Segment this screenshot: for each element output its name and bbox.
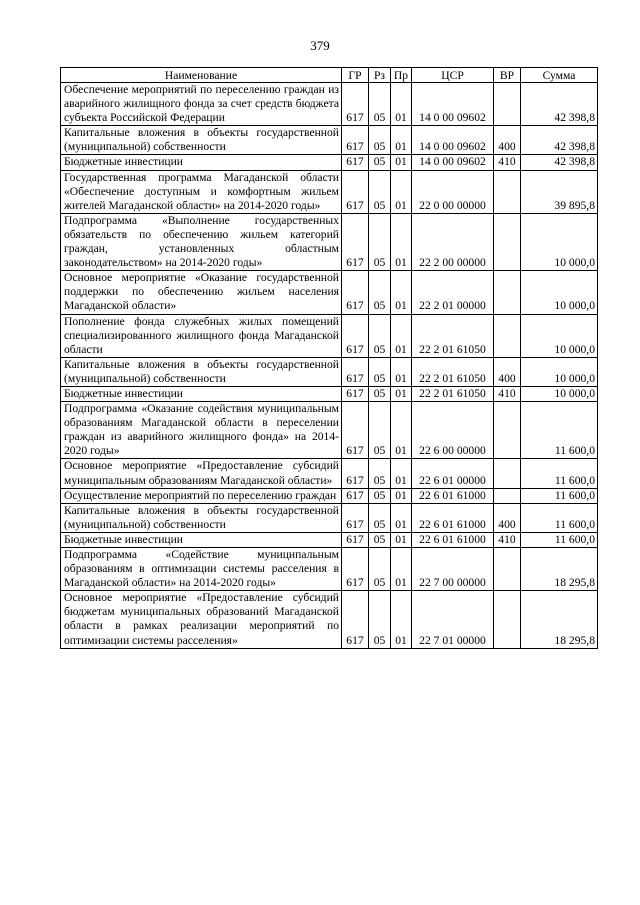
cell-vr xyxy=(494,488,521,503)
header-pr: Пр xyxy=(391,68,412,83)
cell-rz: 05 xyxy=(369,170,391,213)
cell-gr: 617 xyxy=(342,170,369,213)
cell-rz: 05 xyxy=(369,591,391,648)
header-gr: ГР xyxy=(342,68,369,83)
cell-gr: 617 xyxy=(342,488,369,503)
cell-name: Пополнение фонда служебных жилых помещений специализированного жилищного фонда Магаданской области xyxy=(61,314,342,357)
cell-gr: 617 xyxy=(342,591,369,648)
cell-rz: 05 xyxy=(369,314,391,357)
cell-name: Обеспечение мероприятий по переселению граждан из аварийного жилищного фонда за счет средств бюджета субъекта Российской Федерации xyxy=(61,83,342,126)
cell-vr: 410 xyxy=(494,386,521,401)
table-row xyxy=(61,170,598,213)
cell-vr xyxy=(494,548,521,591)
page-number: 379 xyxy=(310,38,330,53)
table-header-row xyxy=(61,68,598,83)
table-row xyxy=(61,591,598,648)
cell-gr: 617 xyxy=(342,213,369,270)
cell-rz: 05 xyxy=(369,532,391,547)
cell-sum: 18 295,8 xyxy=(521,591,598,648)
cell-gr: 617 xyxy=(342,532,369,547)
cell-csr: 22 2 01 00000 xyxy=(412,271,494,314)
cell-sum: 10 000,0 xyxy=(521,386,598,401)
cell-pr: 01 xyxy=(391,591,412,648)
cell-gr: 617 xyxy=(342,126,369,155)
cell-rz: 05 xyxy=(369,271,391,314)
cell-name: Капитальные вложения в объекты государственной (муниципальной) собственности xyxy=(61,503,342,532)
cell-rz: 05 xyxy=(369,488,391,503)
header-rz: Рз xyxy=(369,68,391,83)
cell-sum: 11 600,0 xyxy=(521,532,598,547)
cell-csr: 22 2 01 61050 xyxy=(412,386,494,401)
cell-pr: 01 xyxy=(391,459,412,488)
cell-pr: 01 xyxy=(391,532,412,547)
header-sum: Сумма xyxy=(521,68,598,83)
cell-csr: 22 0 00 00000 xyxy=(412,170,494,213)
cell-name: Основное мероприятие «Предоставление субсидий бюджетам муниципальных образований Магаданской области в рамках реализации мероприятий по оптимизации системы расселения» xyxy=(61,591,342,648)
cell-csr: 22 6 00 00000 xyxy=(412,402,494,459)
cell-gr: 617 xyxy=(342,271,369,314)
cell-gr: 617 xyxy=(342,386,369,401)
cell-rz: 05 xyxy=(369,83,391,126)
cell-sum: 11 600,0 xyxy=(521,402,598,459)
header-csr: ЦСР xyxy=(412,68,494,83)
cell-csr: 22 7 00 00000 xyxy=(412,548,494,591)
table-row xyxy=(61,503,598,532)
table-row xyxy=(61,83,598,126)
cell-vr xyxy=(494,402,521,459)
cell-name: Капитальные вложения в объекты государственной (муниципальной) собственности xyxy=(61,357,342,386)
cell-sum: 39 895,8 xyxy=(521,170,598,213)
cell-vr xyxy=(494,314,521,357)
cell-rz: 05 xyxy=(369,503,391,532)
cell-sum: 11 600,0 xyxy=(521,488,598,503)
cell-rz: 05 xyxy=(369,459,391,488)
cell-rz: 05 xyxy=(369,126,391,155)
cell-gr: 617 xyxy=(342,314,369,357)
cell-gr: 617 xyxy=(342,357,369,386)
cell-vr: 400 xyxy=(494,503,521,532)
table-row xyxy=(61,126,598,155)
cell-sum: 11 600,0 xyxy=(521,503,598,532)
cell-csr: 22 2 01 61050 xyxy=(412,357,494,386)
cell-rz: 05 xyxy=(369,386,391,401)
cell-rz: 05 xyxy=(369,548,391,591)
cell-vr: 400 xyxy=(494,357,521,386)
table-row xyxy=(61,213,598,270)
cell-pr: 01 xyxy=(391,386,412,401)
table-row xyxy=(61,532,598,547)
cell-sum: 42 398,8 xyxy=(521,155,598,170)
cell-pr: 01 xyxy=(391,126,412,155)
cell-csr: 22 6 01 00000 xyxy=(412,459,494,488)
cell-gr: 617 xyxy=(342,155,369,170)
cell-pr: 01 xyxy=(391,402,412,459)
cell-name: Основное мероприятие «Оказание государственной поддержки по обеспечению жильем населения Магаданской области» xyxy=(61,271,342,314)
cell-gr: 617 xyxy=(342,503,369,532)
cell-pr: 01 xyxy=(391,83,412,126)
cell-name: Подпрограмма «Оказание содействия муниципальным образованиям Магаданской области в переселении граждан из аварийного жилищного фонда» на 2014-2020 годы» xyxy=(61,402,342,459)
cell-csr: 22 6 01 61000 xyxy=(412,488,494,503)
table-body xyxy=(61,83,598,649)
cell-vr: 400 xyxy=(494,126,521,155)
cell-gr: 617 xyxy=(342,459,369,488)
cell-sum: 18 295,8 xyxy=(521,548,598,591)
cell-vr xyxy=(494,83,521,126)
cell-vr xyxy=(494,271,521,314)
cell-csr: 22 7 01 00000 xyxy=(412,591,494,648)
cell-csr: 22 6 01 61000 xyxy=(412,532,494,547)
cell-sum: 11 600,0 xyxy=(521,459,598,488)
cell-vr xyxy=(494,170,521,213)
cell-pr: 01 xyxy=(391,548,412,591)
cell-csr: 14 0 00 09602 xyxy=(412,155,494,170)
table-row xyxy=(61,271,598,314)
table-row xyxy=(61,459,598,488)
cell-name: Бюджетные инвестиции xyxy=(61,386,342,401)
cell-pr: 01 xyxy=(391,503,412,532)
table-row xyxy=(61,314,598,357)
table-row xyxy=(61,548,598,591)
cell-gr: 617 xyxy=(342,548,369,591)
cell-vr xyxy=(494,213,521,270)
cell-pr: 01 xyxy=(391,170,412,213)
cell-sum: 10 000,0 xyxy=(521,357,598,386)
cell-sum: 10 000,0 xyxy=(521,271,598,314)
cell-name: Подпрограмма «Выполнение государственных обязательств по обеспечению жильем категорий граждан, установленных областным законодательством» на 2014-2020 годы» xyxy=(61,213,342,270)
cell-vr: 410 xyxy=(494,532,521,547)
cell-sum: 42 398,8 xyxy=(521,83,598,126)
cell-name: Государственная программа Магаданской области «Обеспечение доступным и комфортным жильем жителей Магаданской области» на 2014-2020 годы» xyxy=(61,170,342,213)
cell-csr: 22 2 01 61050 xyxy=(412,314,494,357)
cell-sum: 10 000,0 xyxy=(521,314,598,357)
cell-name: Капитальные вложения в объекты государственной (муниципальной) собственности xyxy=(61,126,342,155)
cell-sum: 42 398,8 xyxy=(521,126,598,155)
cell-rz: 05 xyxy=(369,155,391,170)
cell-name: Бюджетные инвестиции xyxy=(61,532,342,547)
cell-gr: 617 xyxy=(342,83,369,126)
cell-sum: 10 000,0 xyxy=(521,213,598,270)
table-row xyxy=(61,357,598,386)
cell-gr: 617 xyxy=(342,402,369,459)
cell-csr: 22 2 00 00000 xyxy=(412,213,494,270)
cell-csr: 14 0 00 09602 xyxy=(412,83,494,126)
cell-pr: 01 xyxy=(391,314,412,357)
cell-pr: 01 xyxy=(391,357,412,386)
table-row xyxy=(61,402,598,459)
table-row xyxy=(61,488,598,503)
cell-vr xyxy=(494,591,521,648)
cell-vr: 410 xyxy=(494,155,521,170)
header-name: Наименование xyxy=(61,68,342,83)
cell-name: Подпрограмма «Содействие муниципальным образованиям в оптимизации системы расселения в Магаданской области» на 2014-2020 годы» xyxy=(61,548,342,591)
cell-pr: 01 xyxy=(391,488,412,503)
cell-rz: 05 xyxy=(369,357,391,386)
cell-csr: 22 6 01 61000 xyxy=(412,503,494,532)
cell-vr xyxy=(494,459,521,488)
cell-pr: 01 xyxy=(391,213,412,270)
cell-rz: 05 xyxy=(369,213,391,270)
table-row xyxy=(61,155,598,170)
cell-rz: 05 xyxy=(369,402,391,459)
cell-name: Бюджетные инвестиции xyxy=(61,155,342,170)
header-vr: ВР xyxy=(494,68,521,83)
cell-pr: 01 xyxy=(391,271,412,314)
cell-name: Осуществление мероприятий по переселению граждан xyxy=(61,488,342,503)
cell-name: Основное мероприятие «Предоставление субсидий муниципальным образованиям Магаданской области» xyxy=(61,459,342,488)
cell-pr: 01 xyxy=(391,155,412,170)
budget-table xyxy=(60,67,598,649)
table-row xyxy=(61,386,598,401)
cell-csr: 14 0 00 09602 xyxy=(412,126,494,155)
